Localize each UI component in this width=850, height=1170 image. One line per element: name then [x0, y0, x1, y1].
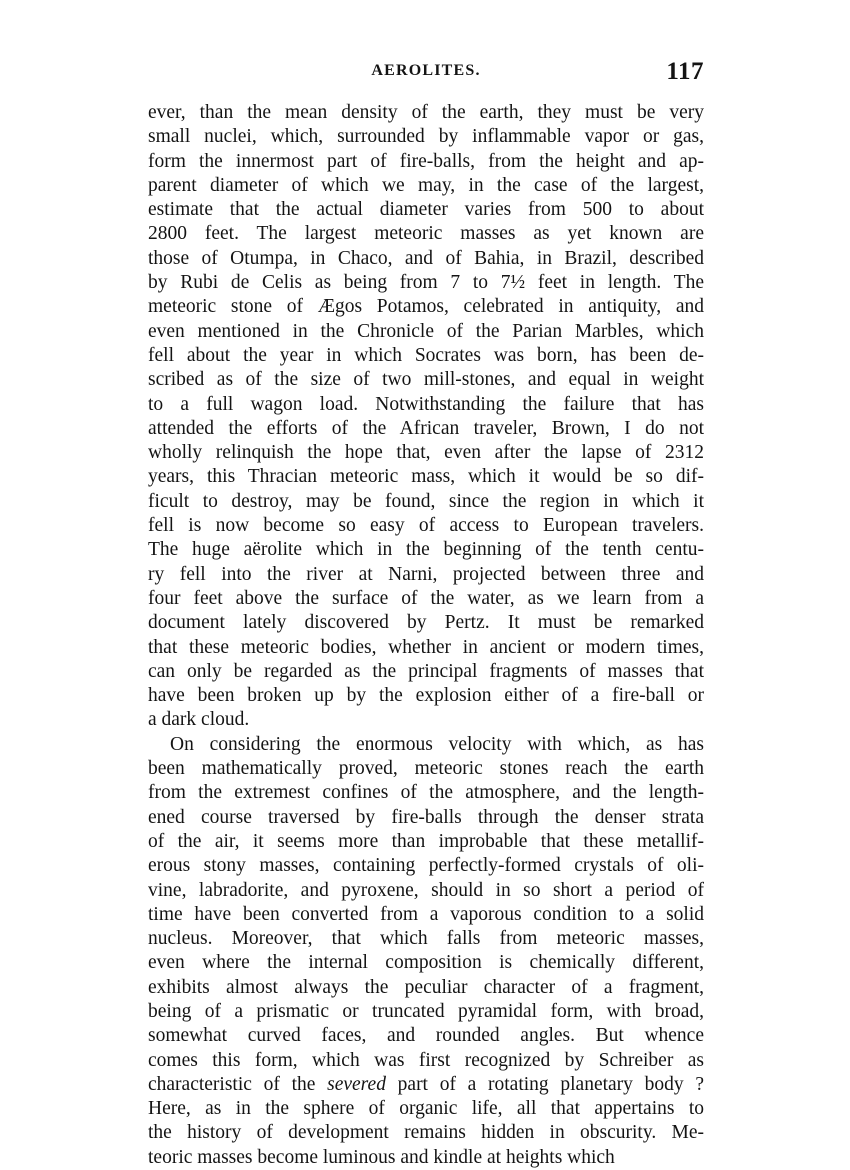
text-line: time have been converted from a vaporous condition to a solid [148, 903, 704, 925]
text-line: ever, than the mean density of the earth, they must be very [148, 102, 704, 123]
text-line: even mentioned in the Chronicle of the Parian Marbles, which [148, 320, 704, 342]
text-line: somewhat curved faces, and rounded angles. But whence [148, 1025, 704, 1047]
text-line: have been broken up by the explosion either of a fire-ball or [148, 685, 704, 707]
text-line: meteoric stone of Ægos Potamos, celebrated in antiquity, and [148, 296, 704, 318]
text-line: ry fell into the river at Narni, projected between three and [148, 563, 704, 585]
text-line: the history of development remains hidden in obscurity. Me- [148, 1122, 704, 1144]
body-text [148, 101, 704, 1170]
text-line: to a full wagon load. Notwithstanding the failure that has [148, 393, 704, 415]
text-line: scribed as of the size of two mill-stones, and equal in weight [148, 369, 704, 391]
text-line: exhibits almost always the peculiar character of a fragment, [148, 976, 704, 998]
text-line: characteristic of the severed part of a rotating planetary body ? [148, 1073, 704, 1095]
text-line: comes this form, which was first recognized by Schreiber as [148, 1049, 704, 1071]
text-line: erous stony masses, containing perfectly-formed crystals of oli- [148, 855, 704, 877]
text-line: can only be regarded as the principal fragments of masses that [148, 660, 704, 682]
text-line: vine, labradorite, and pyroxene, should in so short a period of [148, 879, 704, 901]
text-line: from the extremest confines of the atmosphere, and the length- [148, 782, 704, 804]
text-line: ened course traversed by fire-balls through the denser strata [148, 806, 704, 828]
text-line: teoric masses become luminous and kindle at heights which [148, 1146, 615, 1168]
text-line: even where the internal composition is chemically different, [148, 952, 704, 974]
text-line: those of Otumpa, in Chaco, and of Bahia, in Brazil, described [148, 247, 704, 269]
text-line: wholly relinquish the hope that, even after the lapse of 2312 [148, 442, 704, 464]
text-line: On considering the enormous velocity with which, as has [170, 733, 704, 755]
paragraph-meteoric-velocity [148, 733, 704, 1170]
text-line: four feet above the surface of the water, as we learn from a [148, 587, 704, 609]
paragraph-aerolite-masses [148, 101, 704, 733]
running-title: AEROLITES. [371, 62, 481, 79]
text-line: ficult to destroy, may be found, since the region in which it [148, 490, 704, 512]
text-line: that these meteoric bodies, whether in ancient or modern times, [148, 636, 704, 658]
text-line: attended the efforts of the African traveler, Brown, I do not [148, 417, 704, 439]
text-line: fell is now become so easy of access to European travelers. [148, 515, 704, 537]
text-line: been mathematically proved, meteoric stones reach the earth [148, 758, 704, 780]
text-line: estimate that the actual diameter varies from 500 to about [148, 199, 704, 221]
text-line: The huge aërolite which in the beginning of the tenth centu- [148, 539, 704, 561]
text-line: nucleus. Moreover, that which falls from meteoric masses, [148, 928, 704, 950]
text-line: 2800 feet. The largest meteoric masses as yet known are [148, 223, 704, 245]
text-line: small nuclei, which, surrounded by inflammable vapor or gas, [148, 126, 704, 148]
text-line: years, this Thracian meteoric mass, which it would be so dif- [148, 466, 704, 488]
text-line: parent diameter of which we may, in the case of the largest, [148, 174, 704, 196]
page-number: 117 [666, 58, 704, 85]
text-line: a dark cloud. [148, 709, 250, 731]
text-line: document lately discovered by Pertz. It must be remarked [148, 612, 704, 634]
text-line: of the air, it seems more than improbable that these metallif- [148, 830, 704, 852]
text-line: Here, as in the sphere of organic life, all that appertains to [148, 1098, 704, 1120]
text-line: fell about the year in which Socrates was born, has been de- [148, 344, 704, 366]
text-line: form the innermost part of fire-balls, from the height and ap- [148, 150, 704, 172]
running-head [148, 58, 704, 90]
text-line: being of a prismatic or truncated pyramidal form, with broad, [148, 1000, 704, 1022]
text-line: by Rubi de Celis as being from 7 to 7½ feet in length. The [148, 272, 704, 294]
